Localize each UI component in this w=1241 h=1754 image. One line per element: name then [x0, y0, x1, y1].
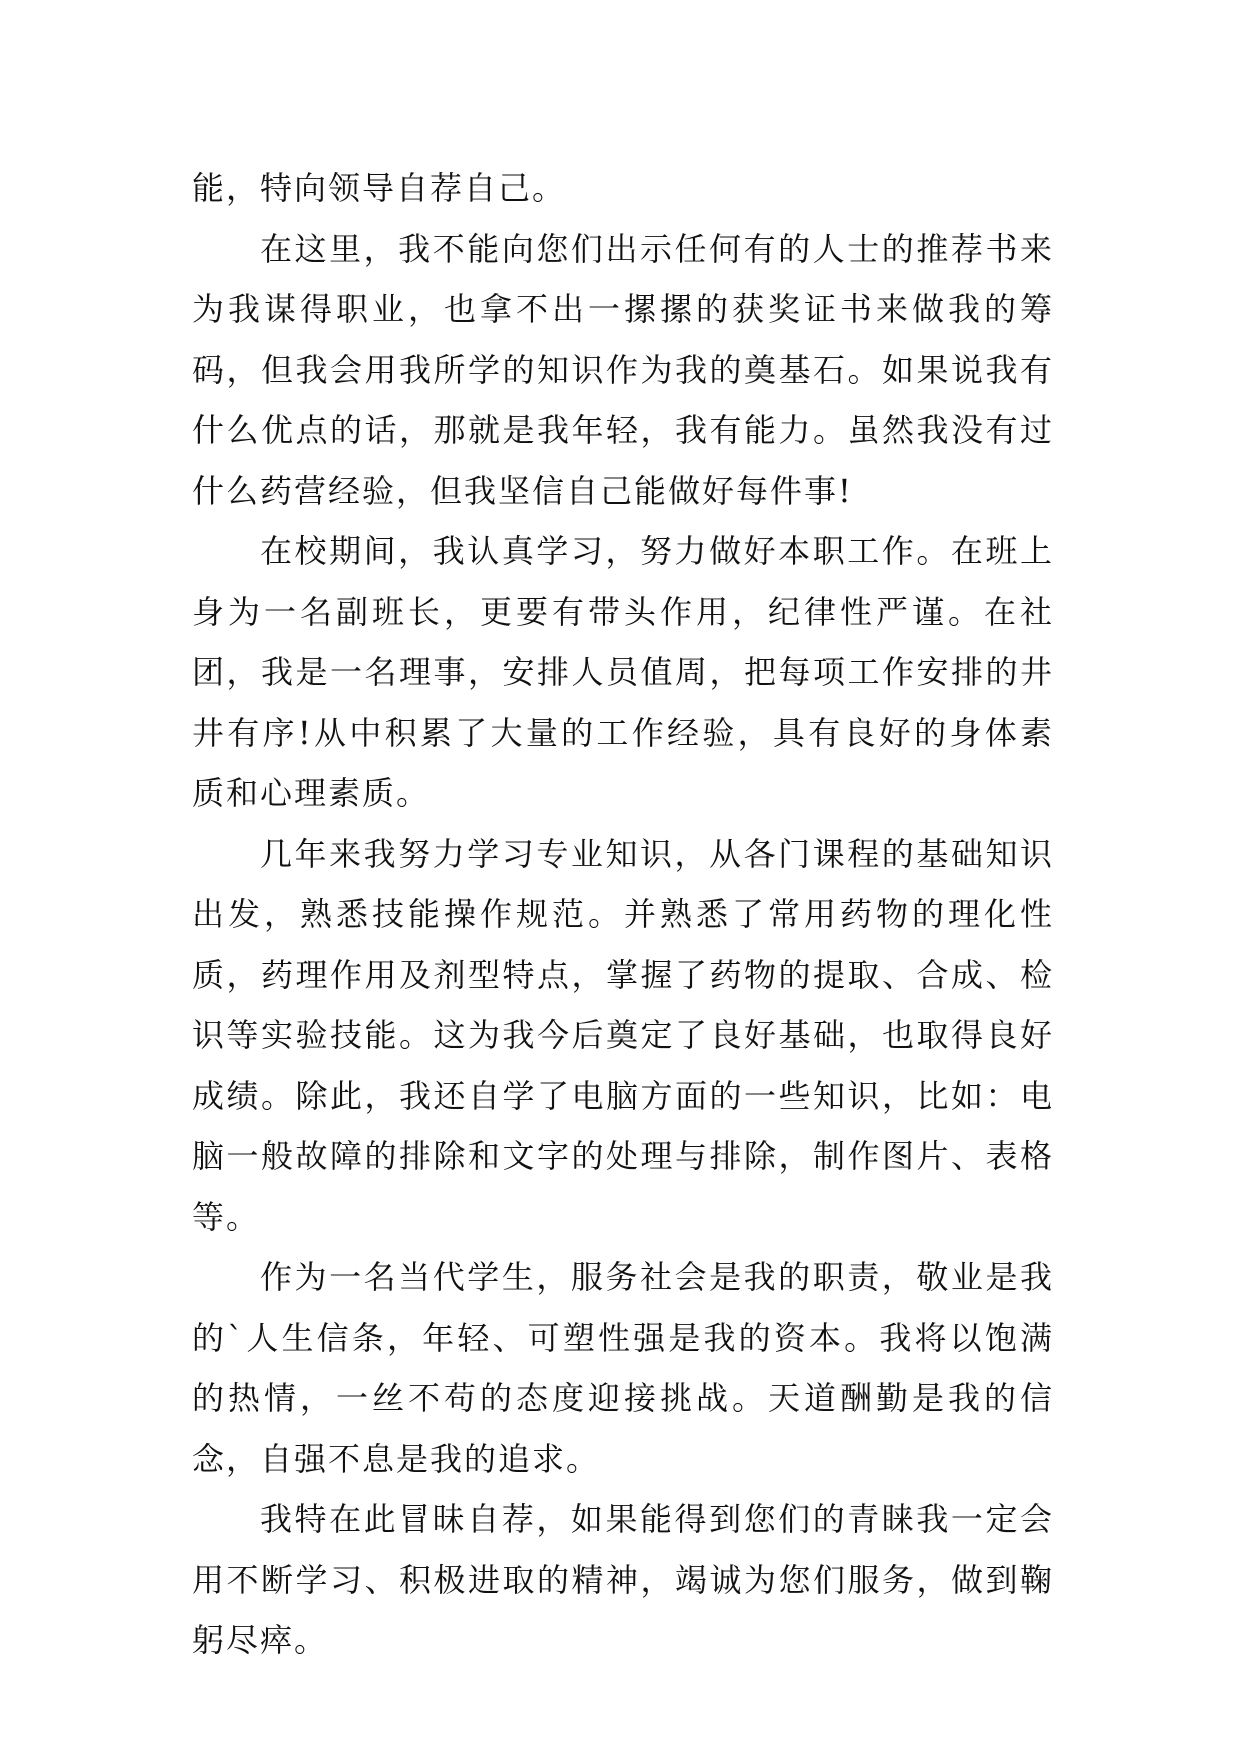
paragraph-continuation: 能，特向领导自荐自己。 [192, 169, 567, 207]
paragraph-school-experience: 在校期间，我认真学习，努力做好本职工作。在班上身为一名副班长，更要有带头作用，纪律性严谨。在社团，我是一名理事，安排人员值周，把每项工作安排的井井有序!从中积累了大量的工作经验，具有良好的身体素质和心理素质。 [192, 532, 1054, 812]
paragraph-personal-values: 作为一名当代学生，服务社会是我的职责，敬业是我的`人生信条，年轻、可塑性强是我的资本。我将以饱满的热情，一丝不苟的态度迎接挑战。天道酬勤是我的信念，自强不息是我的追求。 [192, 1258, 1054, 1478]
paragraph-closing: 我特在此冒昧自荐，如果能得到您们的青睐我一定会用不断学习、积极进取的精神，竭诚为您们服务，做到鞠躬尽瘁。 [192, 1500, 1054, 1659]
paragraph-professional-skills: 几年来我努力学习专业知识，从各门课程的基础知识出发，熟悉技能操作规范。并熟悉了常用药物的理化性质，药理作用及剂型特点，掌握了药物的提取、合成、检识等实验技能。这为我今后奠定了良好基础，也取得良好成绩。除此，我还自学了电脑方面的一些知识，比如：电脑一般故障的排除和文字的处理与排除，制作图片、表格等。 [192, 834, 1054, 1236]
paragraph-introduction: 在这里，我不能向您们出示任何有的人士的推荐书来为我谋得职业，也拿不出一摞摞的获奖证书来做我的筹码，但我会用我所学的知识作为我的奠基石。如果说我有什么优点的话，那就是我年轻，我有能力。虽然我没有过什么药营经验，但我坚信自己能做好每件事! [192, 229, 1054, 510]
document-body [192, 158, 1054, 1671]
